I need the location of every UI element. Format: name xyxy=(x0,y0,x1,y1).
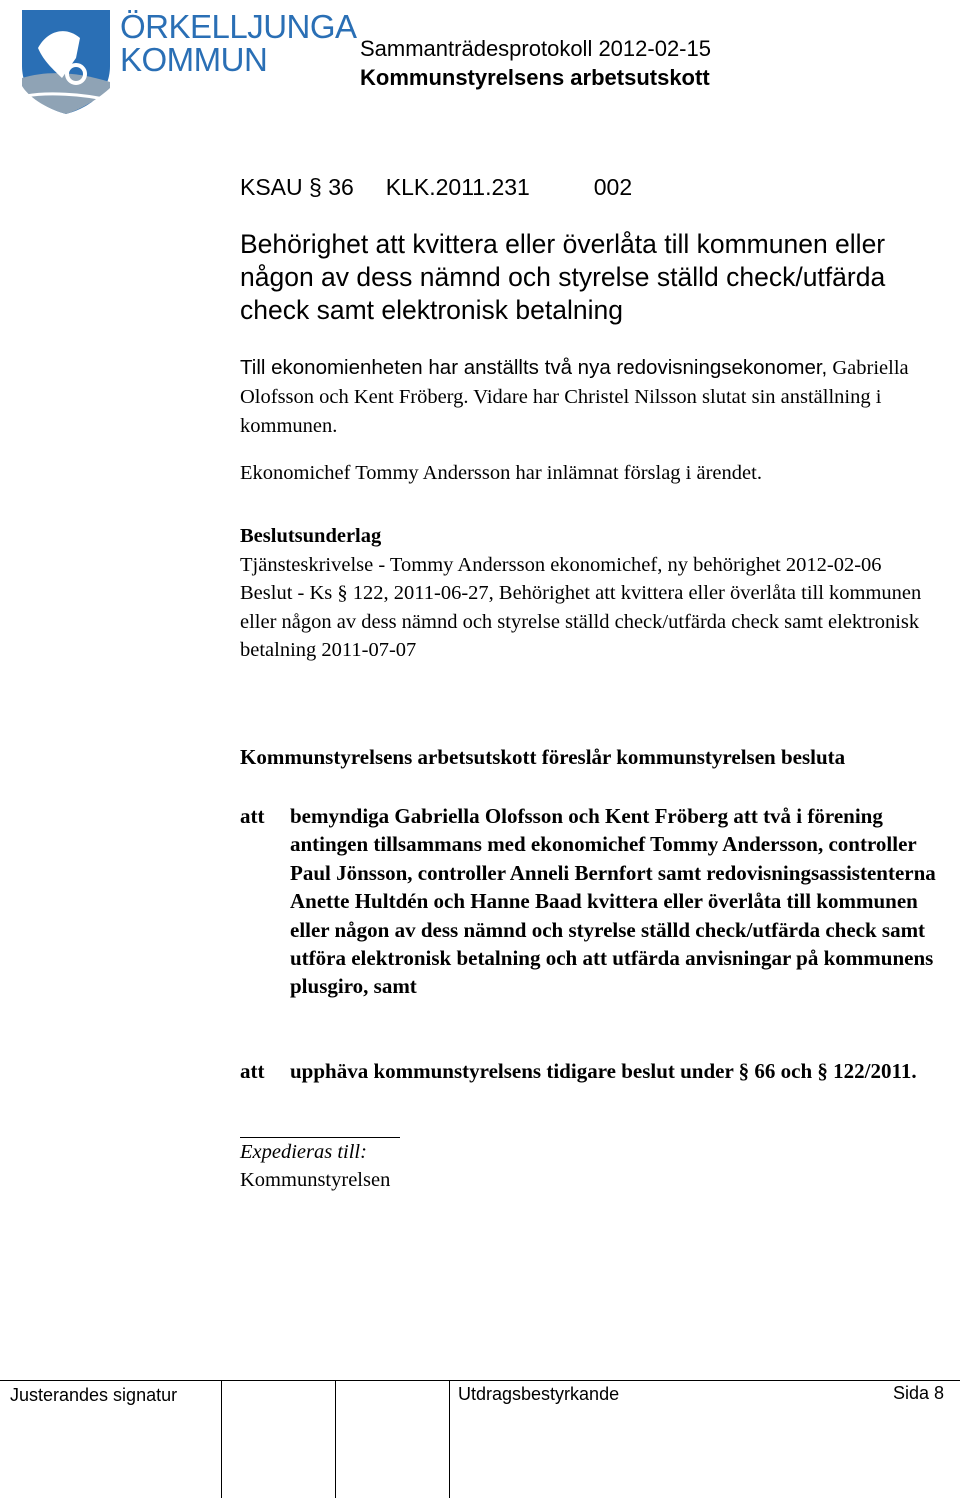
diary-number: KLK.2011.231 xyxy=(385,174,530,200)
committee-name: Kommunstyrelsens arbetsutskott xyxy=(360,65,710,90)
case-reference xyxy=(240,174,632,201)
distribution-label: Expedieras till: xyxy=(240,1141,367,1163)
protocol-title: Sammanträdesprotokoll 2012-02-15 xyxy=(360,36,711,61)
case-code: 002 xyxy=(593,174,633,200)
proposal-heading: Kommunstyrelsens arbetsutskott föreslår kommunstyrelsen besluta xyxy=(240,745,846,769)
decision-item xyxy=(240,1057,940,1085)
decision-label: att xyxy=(240,1059,265,1083)
logo-line-2: KOMMUN xyxy=(120,41,268,78)
intro-part-1: Till ekonomienheten har anställts två nya redovisningsekonomer, xyxy=(240,356,828,379)
document-header xyxy=(360,34,711,92)
municipality-logo xyxy=(18,8,114,116)
footer-certification-label: Utdragsbestyrkande xyxy=(458,1384,620,1404)
page-number: Sida 8 xyxy=(892,1383,944,1403)
footer-signature-label: Justerandes signatur xyxy=(10,1385,178,1405)
distribution-recipient: Kommunstyrelsen xyxy=(240,1169,391,1191)
footer-divider xyxy=(221,1381,222,1498)
divider xyxy=(240,1137,400,1138)
decision-basis-item: Beslut - Ks § 122, 2011-06-27, Behörighet att kvittera eller överlåta till kommunen eller någon av dess nämnd och styrelse ställd check/utfärda check samt elektronisk betalning 2011-07-07 xyxy=(240,582,922,661)
logo-text xyxy=(120,10,357,76)
decision-basis-heading: Beslutsunderlag xyxy=(240,525,382,547)
decision-basis-item: Tjänsteskrivelse - Tommy Andersson ekonomichef, ny behörighet 2012-02-06 xyxy=(240,553,882,576)
decision-item xyxy=(240,802,940,1001)
footer-rule xyxy=(0,1380,960,1381)
intro-paragraph xyxy=(240,353,950,441)
ksau-paragraph: KSAU § 36 xyxy=(240,174,354,200)
decision-label: att xyxy=(240,804,265,828)
logo-line-1: ÖRKELLJUNGA xyxy=(120,8,357,45)
decision-text: upphäva kommunstyrelsens tidigare beslut under § 66 och § 122/2011. xyxy=(290,1059,917,1083)
footer-divider xyxy=(335,1381,336,1498)
item-title: Behörighet att kvittera eller överlåta till kommunen eller någon av dess nämnd och styrelse ställd check/utfärda check samt elektronisk betalning xyxy=(240,229,886,325)
decision-basis xyxy=(240,522,950,665)
proposal-note: Ekonomichef Tommy Andersson har inlämnat förslag i ärendet. xyxy=(240,462,762,484)
intro-part-2: Gabriella Olofsson och Kent Fröberg. Vidare har Christel Nilsson slutat sin anställning i kommunen. xyxy=(240,357,909,437)
footer-divider xyxy=(449,1381,450,1498)
decision-text: bemyndiga Gabriella Olofsson och Kent Fröberg att två i förening antingen tillsammans med ekonomichef Tommy Andersson, controller Paul Jönsson, controller Anneli Bernfort samt redovisningsassistenterna Anette Hultdén och Hanne Baad kvittera eller överlåta till kommunen eller någon av dess nämnd och styrelse ställd check/utfärda check samt utföra elektronisk betalning och att utfärda anvisningar på kommunens plusgiro, samt xyxy=(290,804,936,999)
